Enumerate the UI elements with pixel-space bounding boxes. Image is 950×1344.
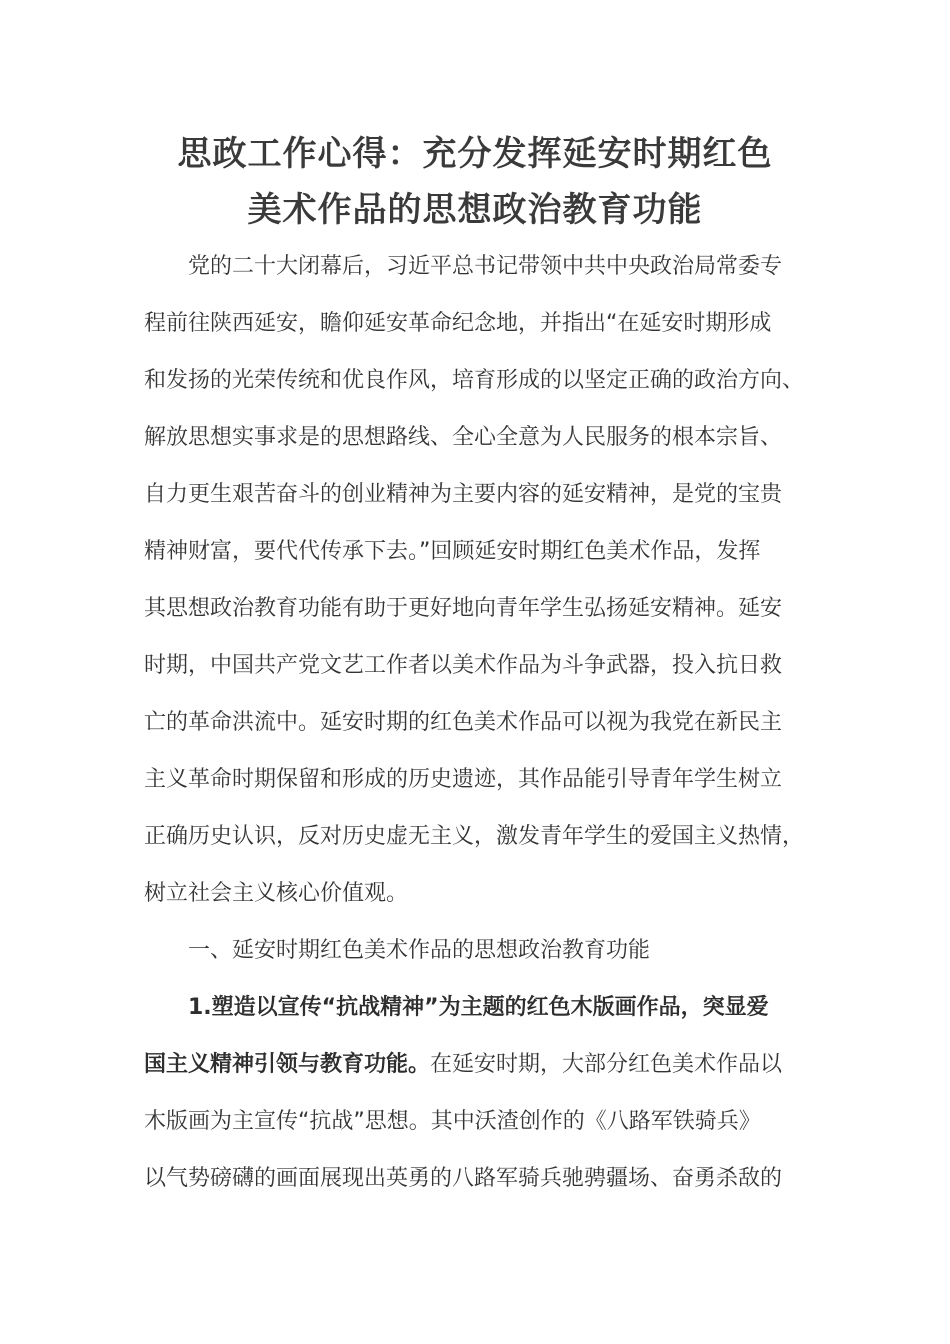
paragraph-1-line-3: 和发扬的光荣传统和优良作风，培育形成的以坚定正确的政治方向、 (144, 368, 805, 393)
subsection-line-2 (144, 1050, 782, 1080)
paragraph-1-line-11: 正确历史认识，反对历史虚无主义，激发青年学生的爱国主义热情， (144, 824, 805, 849)
paragraph-1-line-6: 精神财富，要代代传承下去。”回顾延安时期红色美术作品，发挥 (144, 539, 761, 564)
paragraph-1-line-4: 解放思想实事求是的思想路线、全心全意为人民服务的根本宗旨、 (144, 425, 783, 450)
paragraph-1-line-1: 党的二十大闭幕后，习近平总书记带领中共中央政治局常委专 (188, 254, 783, 279)
section-heading: 一、延安时期红色美术作品的思想政治教育功能 (188, 938, 651, 963)
subsection-line-2-rest: 在延安时期，大部分红色美术作品以 (430, 1052, 783, 1077)
subsection-bold-line-2: 国主义精神引领与教育功能。 (144, 1052, 431, 1077)
subsection-line-3: 木版画为主宣传“抗战”思想。其中沃渣创作的《八路军铁骑兵》 (144, 1109, 761, 1134)
subsection-bold-line-1: 1.塑造以宣传“抗战精神”为主题的红色木版画作品，突显爱 (188, 995, 769, 1020)
paragraph-1-line-12: 树立社会主义核心价值观。 (144, 881, 409, 906)
paragraph-1-line-5: 自力更生艰苦奋斗的创业精神为主要内容的延安精神，是党的宝贵 (144, 482, 783, 507)
paragraph-1-line-10: 主义革命时期保留和形成的历史遗迹，其作品能引导青年学生树立 (144, 767, 783, 792)
subsection-line-4: 以气势磅礴的画面展现出英勇的八路军骑兵驰骋疆场、奋勇杀敌的 (144, 1166, 783, 1191)
paragraph-1-line-2: 程前往陕西延安，瞻仰延安革命纪念地，并指出“在延安时期形成 (144, 311, 772, 336)
title-line-2: 美术作品的思想政治教育功能 (247, 190, 703, 230)
paragraph-1-line-8: 时期，中国共产党文艺工作者以美术作品为斗争武器，投入抗日救 (144, 653, 783, 678)
title-line-1: 思政工作心得：充分发挥延安时期红色 (177, 134, 773, 174)
paragraph-1-line-9: 亡的革命洪流中。延安时期的红色美术作品可以视为我党在新民主 (144, 710, 783, 735)
paragraph-1-line-7: 其思想政治教育功能有助于更好地向青年学生弘扬延安精神。延安 (144, 596, 783, 621)
